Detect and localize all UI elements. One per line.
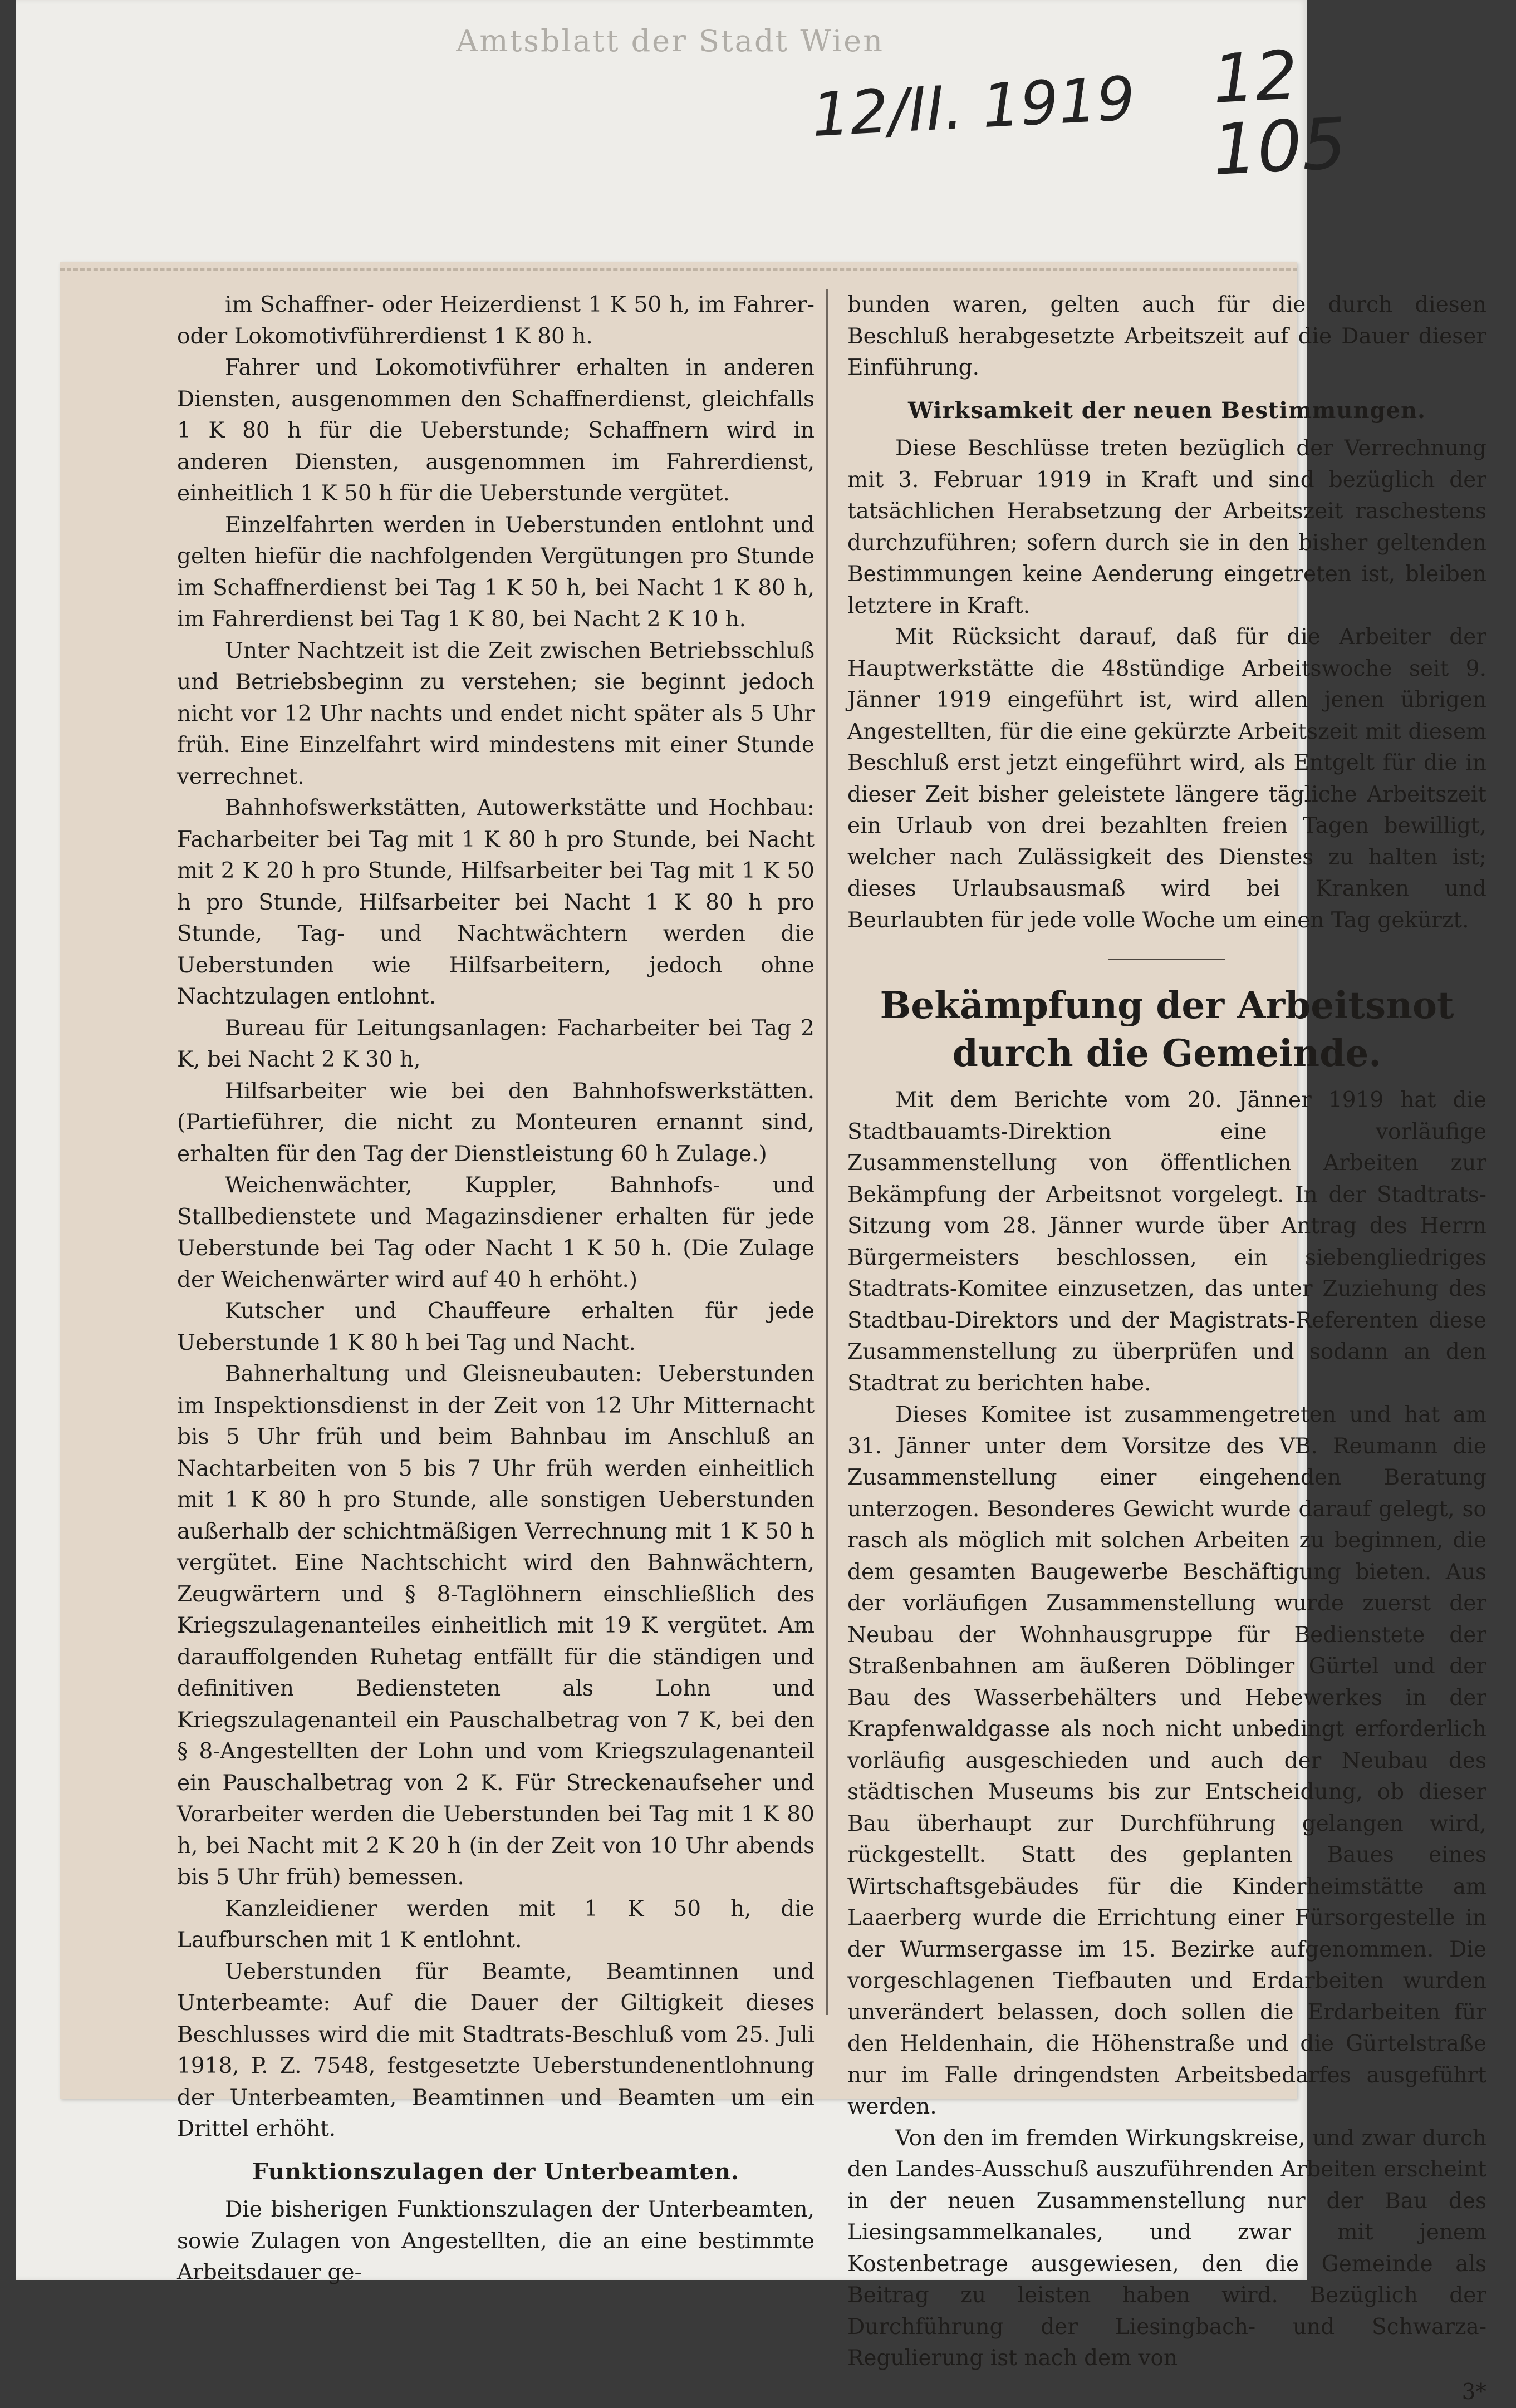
- paragraph: Die bisherigen Funktionszulagen der Unterbeamten, sowie Zulagen von Angestellten, die an eine bestimmte Arbeitsdauer ge-: [177, 2194, 815, 2289]
- paragraph: Bahnhofswerkstätten, Autowerkstätte und Hochbau: Facharbeiter bei Tag mit 1 K 80 h pro Stunde, bei Nacht mit 2 K 20 h pro Stunde, Hilfsarbeiter bei Tag mit 1 K 50 h pro Stunde, Hilfsarbeiter bei Nacht 1 K 80 h pro Stunde, Tag- und Nachtwächtern werden die Ueberstunden wie Hilfsarbeitern, jedoch ohne Nachtzulagen entlohnt.: [177, 793, 815, 1013]
- paragraph: Weichenwächter, Kuppler, Bahnhofs- und Stallbedienstete und Magazinsdiener erhalten für jede Ueberstunde bei Tag oder Nacht 1 K 50 h. (Die Zulage der Weichenwärter wird auf 40 h erhöht.): [177, 1170, 815, 1296]
- section-heading: Funktionszulagen der Unterbeamten.: [177, 2156, 815, 2188]
- paragraph: Mit dem Berichte vom 20. Jänner 1919 hat die Stadtbauamts-Direktion eine vorläufige Zusammenstellung von öffentlichen Arbeiten zur Bekämpfung der Arbeitsnot vorgelegt. In der Stadtrats-Sitzung vom 28. Jänner wurde über Antrag des Herrn Bürgermeisters beschlossen, ein siebengliedriges Stadtrats-Komitee einzusetzen, das unter Zuziehung des Stadtbau-Direktors und der Magistrats-Referenten diese Zusammenstellung zu überprüfen und sodann an den Stadtrat zu berichten habe.: [847, 1085, 1486, 1399]
- header-stamp: Amtsblatt der Stadt Wien: [350, 23, 884, 68]
- clipping-edge: [60, 268, 1297, 274]
- paragraph: bunden waren, gelten auch für die durch diesen Beschluß herabgesetzte Arbeitszeit auf die Dauer dieser Einführung.: [847, 289, 1486, 384]
- right-column: [847, 289, 1486, 2408]
- paragraph: Kutscher und Chauffeure erhalten für jede Ueberstunde 1 K 80 h bei Tag und Nacht.: [177, 1296, 815, 1359]
- section-rule: [1108, 959, 1225, 960]
- paragraph: im Schaffner- oder Heizerdienst 1 K 50 h, im Fahrer- oder Lokomotivführerdienst 1 K 80 h.: [177, 289, 815, 352]
- paragraph: Diese Beschlüsse treten bezüglich der Verrechnung mit 3. Februar 1919 in Kraft und sind bezüglich der tatsächlichen Herabsetzung der Arbeitszeit raschestens durchzuführen; sofern durch sie in den bisher geltenden Bestimmungen keine Aenderung eingetreten ist, bleiben letztere in Kraft.: [847, 433, 1486, 622]
- paragraph: Bahnerhaltung und Gleisneubauten: Ueberstunden im Inspektionsdienst in der Zeit von 12 Uhr Mitternacht bis 5 Uhr früh und beim Bahnbau im Anschluß an Nachtarbeiten von 5 bis 7 Uhr früh werden einheitlich mit 1 K 80 h pro Stunde, alle sonstigen Ueberstunden außerhalb der schichtmäßigen Verrechnung mit 1 K 50 h vergütet. Eine Nachtschicht wird den Bahnwächtern, Zeugwärtern und § 8-Taglöhnern einschließlich des Kriegszulagenanteiles einheitlich mit 19 K vergütet. Am darauffolgenden Ruhetag entfällt für die ständigen und definitiven Bediensteten als Lohn und Kriegszulagenanteil ein Pauschalbetrag von 7 K, bei den § 8-Angestellten der Lohn und vom Kriegszulagenanteil ein Pauschalbetrag von 2 K. Für Streckenaufseher und Vorarbeiter werden die Ueberstunden bei Tag mit 1 K 80 h, bei Nacht mit 2 K 20 h (in der Zeit von 10 Uhr abends bis 5 Uhr früh) bemessen.: [177, 1359, 815, 1894]
- paragraph: Fahrer und Lokomotivführer erhalten in anderen Diensten, ausgenommen den Schaffnerdienst, gleichfalls 1 K 80 h für die Ueberstunde; Schaffnern wird in anderen Diensten, ausgenommen im Fahrerdienst, einheitlich 1 K 50 h für die Ueberstunde vergütet.: [177, 352, 815, 510]
- article-title: Bekämpfung der Arbeitsnot durch die Gemeinde.: [847, 981, 1486, 1077]
- handwritten-number-bottom: 105: [1210, 102, 1348, 191]
- paragraph: Bureau für Leitungsanlagen: Facharbeiter bei Tag 2 K, bei Nacht 2 K 30 h,: [177, 1013, 815, 1076]
- column-divider: [826, 289, 828, 2015]
- paragraph: Von den im fremden Wirkungskreise, und zwar durch den Landes-Ausschuß auszuführenden Arbeiten erscheint in der neuen Zusammenstellung nur der Bau des Liesingsammelkanales, und zwar mit jenem Kostenbetrage ausgewiesen, den die Gemeinde als Beitrag zu leisten haben wird. Bezüglich der Durchführung der Liesingbach- und Schwarza-Regulierung ist nach dem von: [847, 2123, 1486, 2375]
- section-heading: Wirksamkeit der neuen Bestimmungen.: [847, 395, 1486, 427]
- paragraph: Ueberstunden für Beamte, Beamtinnen und Unterbeamte: Auf die Dauer der Giltigkeit dieses Beschlusses wird die mit Stadtrats-Beschluß vom 25. Juli 1918, P. Z. 7548, festgesetzte Ueberstundenentlohnung der Unterbeamten, Beamtinnen und Beamten um ein Drittel erhöht.: [177, 1957, 815, 2145]
- left-column: [177, 289, 815, 2289]
- paragraph: Einzelfahrten werden in Ueberstunden entlohnt und gelten hiefür die nachfolgenden Vergütungen pro Stunde im Schaffnerdienst bei Tag 1 K 50 h, bei Nacht 1 K 80 h, im Fahrerdienst bei Tag 1 K 80, bei Nacht 2 K 10 h.: [177, 510, 815, 636]
- handwritten-number-top: 12: [1210, 37, 1299, 119]
- page-mark: 3*: [847, 2377, 1486, 2408]
- newspaper-clipping: [60, 262, 1297, 2099]
- paragraph: Unter Nachtzeit ist die Zeit zwischen Betriebsschluß und Betriebsbeginn zu verstehen; sie beginnt jedoch nicht vor 12 Uhr nachts und endet nicht später als 5 Uhr früh. Eine Einzelfahrt wird mindestens mit einer Stunde verrechnet.: [177, 636, 815, 793]
- handwritten-date: 12/II. 1919: [810, 64, 1137, 150]
- paragraph: Mit Rücksicht darauf, daß für die Arbeiter der Hauptwerkstätte die 48stündige Arbeitswoche seit 9. Jänner 1919 eingeführt ist, wird allen jenen übrigen Angestellten, für die eine gekürzte Arbeitszeit mit diesem Beschluß erst jetzt eingeführt wird, als Entgelt für die in dieser Zeit bisher geleistete längere tägliche Arbeitszeit ein Urlaub von drei bezahlten freien Tagen bewilligt, welcher nach Zulässigkeit des Dienstes zu halten ist; dieses Urlaubsausmaß wird bei Kranken und Beurlaubten für jede volle Woche um einen Tag gekürzt.: [847, 622, 1486, 936]
- paragraph: Dieses Komitee ist zusammengetreten und hat am 31. Jänner unter dem Vorsitze des VB. Reumann die Zusammenstellung einer eingehenden Beratung unterzogen. Besonderes Gewicht wurde darauf gelegt, so rasch als möglich mit solchen Arbeiten zu beginnen, die dem gesamten Baugewerbe Beschäftigung bieten. Aus der vorläufigen Zusammenstellung wurde zuerst der Neubau der Wohnhausgruppe für Bedienstete der Straßenbahnen am äußeren Döblinger Gürtel und der Bau des Wasserbehälters und Hebewerkes in der Krapfenwaldgasse als noch nicht unbedingt erforderlich vorläufig ausgeschieden und auch der Neubau des städtischen Museums bis zur Entscheidung, ob dieser Bau überhaupt zur Durchführung gelangen wird, rückgestellt. Statt des geplanten Baues eines Wirtschaftsgebäudes für die Kinderheimstätte am Laaerberg wurde die Errichtung einer Fürsorgestelle in der Wurmsergasse im 15. Bezirke aufgenommen. Die vorgeschlagenen Tiefbauten und Erdarbeiten wurden unverändert belassen, doch sollen die Erdarbeiten für den Heldenhain, die Höhenstraße und die Gürtelstraße nur im Falle dringendsten Arbeitsbedarfes ausgeführt werden.: [847, 1399, 1486, 2123]
- paragraph: Kanzleidiener werden mit 1 K 50 h, die Laufburschen mit 1 K entlohnt.: [177, 1894, 815, 1957]
- paragraph: Hilfsarbeiter wie bei den Bahnhofswerkstätten. (Partieführer, die nicht zu Monteuren ernannt sind, erhalten für den Tag der Dienstleistung 60 h Zulage.): [177, 1076, 815, 1171]
